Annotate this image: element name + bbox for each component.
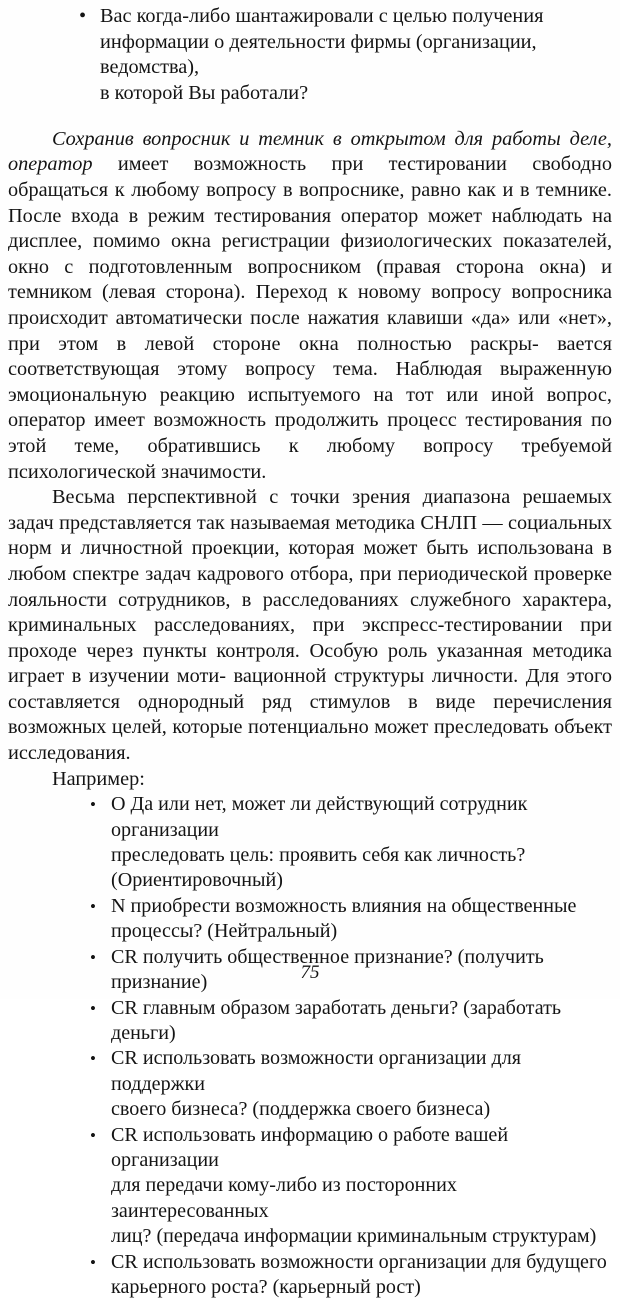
text-line: тестирования оператор может наблюдать на дисплее, помимо окна [8,204,612,253]
bullet-icon: • [90,1252,96,1272]
list-item [8,1046,612,1122]
text-line: Весьма перспективной с точки зрения диапазона решаемых задач [8,486,612,534]
text-line: в которой Вы работали? [100,82,309,105]
vertical-spacer [8,107,612,127]
list-item [8,996,612,1047]
top-question-list [8,4,612,107]
list-item [8,1250,612,1300]
list-item [8,4,612,107]
text-line: вается соответствующая этому вопросу тема. Наблюдая выраженную [8,332,612,381]
page-content [8,4,612,1300]
bullet-icon: • [90,947,96,967]
text-line: CR получить общественное признание? (получить признание) [111,945,544,994]
text-line: сотрудников, в расследованиях служебного характера, криминальных [8,588,612,637]
list-item [8,894,612,945]
list-item-text [111,894,612,945]
text-line: CR использовать информацию о работе вашей организации [111,1123,509,1171]
text-line: вопросником (правая сторона окна) и темником (левая сторона). Переход к [8,255,612,304]
bullet-icon: • [79,5,87,27]
text-line: обратившись к любому вопросу требуемой психологической значимости. [8,434,612,483]
text-line: для передачи кому-либо из посторонних заинтересованных [111,1174,457,1222]
list-item [8,1123,612,1250]
text-line: имеет возможность продолжить процесс тестирования по этой теме, [8,409,612,457]
text-line: вопросу в вопроснике, равно как и в темнике. После входа в режим [8,179,613,227]
text-line: (Ориентировочный) [111,869,283,892]
text-line: своего бизнеса? (поддержка своего бизнеса) [111,1098,491,1121]
bullet-icon: • [90,795,96,815]
example-list [8,792,612,1300]
text-line: стимулов в виде перечисления возможных целей, которые потенциально [8,690,612,739]
text-line: эмоциональную реакцию испытуемого на тот или иной вопрос, оператор [8,383,612,432]
bullet-icon: • [90,896,96,916]
text-line: лиц? (передача информации криминальным структурам) [111,1225,597,1248]
text-line: контроля. Особую роль указанная методика играет в изучении моти- [8,639,612,688]
example-label: Например: [52,767,145,790]
list-item-text [100,4,612,107]
list-item-text [111,1250,612,1300]
text-line: вационной структуры личности. Для этого составляется однородный ряд [8,665,612,713]
text-line: О Да или нет, может ли действующий сотрудник организации [111,793,528,841]
text-line: спектре задач кадрового отбора, при периодической проверке лояльности [8,562,612,611]
text-line: и личностной проекции, которая может быть использована в любом [8,537,612,585]
text-line: информации о деятельности фирмы (организации, ведомства), [100,30,537,79]
text-line: представляется так называемая методика СНЛП — социальных норм [8,511,612,560]
text-line: имеет возможность при тестировании свободно обращаться к любому [8,153,612,201]
text-line: CR главным образом заработать деньги? (заработать деньги) [111,996,562,1044]
text-line: регистрации физиологических показателей, окно с подготовленным [8,230,613,278]
paragraph-snlp [8,485,612,767]
text-line: клавиши «да» или «нет», при этом в левой стороне окна полностью раскры- [8,306,612,355]
bullet-icon: • [90,1049,96,1069]
list-item-text [111,1123,612,1250]
text-line: Вас когда-либо шантажировали с целью получения [100,5,544,27]
list-item-text [111,996,612,1047]
text-line: CR использовать возможности организации для поддержки [111,1047,522,1095]
text-line: может преследовать объект исследования. [8,716,612,765]
text-line: новому вопросу вопросника происходит автоматически после нажатия [8,281,612,329]
text-line: N приобрести возможность влияния на общественные [111,894,577,917]
text-line: процессы? (Нейтральный) [111,920,338,943]
page-number: 75 [300,962,320,983]
paragraph-operator [8,127,612,485]
list-item-text [111,792,612,894]
italic-lead-text: Сохранив вопросник и темник в открытом для работы деле, оператор [8,127,612,176]
text-line: преследовать цель: проявить себя как личность? [111,844,526,867]
text-line: CR использовать возможности организации для будущего [111,1250,607,1273]
text-line: карьерного роста? (карьерный рост) [111,1275,421,1298]
list-item [8,792,612,894]
list-item-text [111,1046,612,1122]
bullet-icon: • [90,1125,96,1145]
text-line: расследованиях, при экспресс-тестировании при проходе через пункты [8,614,612,662]
bullet-icon: • [90,998,96,1018]
